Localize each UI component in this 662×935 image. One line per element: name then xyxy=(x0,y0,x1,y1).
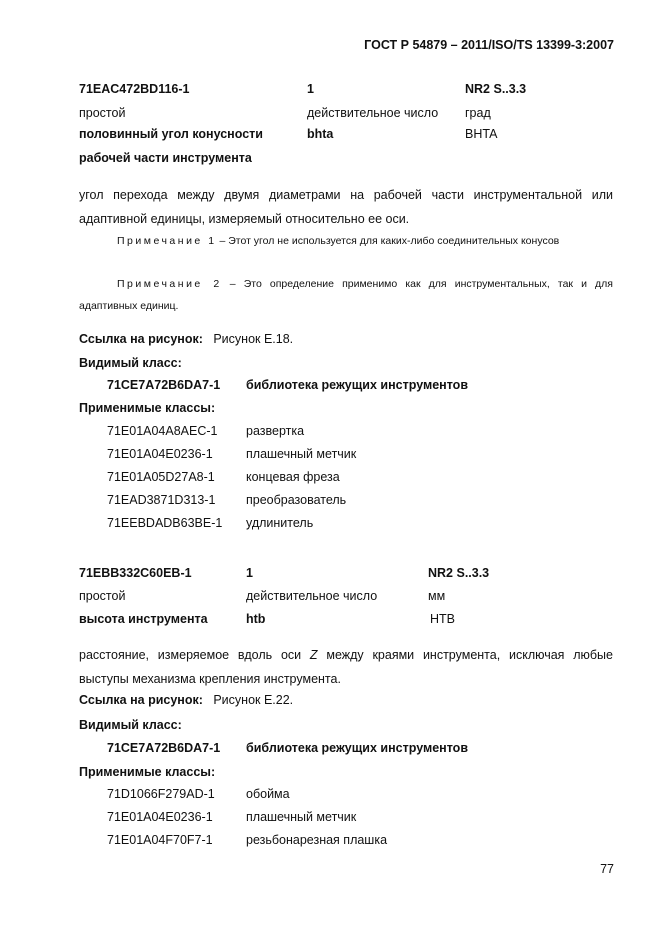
entry1-datatype: действительное число xyxy=(307,106,439,120)
entry1-visible-class-code: 71CE7A72B6DA7-1 xyxy=(107,378,221,392)
entry2-visible-class-name: библиотека режущих инструментов xyxy=(246,741,469,755)
entry2-class-code: 71E01A04F70F7-1 xyxy=(107,833,213,847)
entry1-class-name: концевая фреза xyxy=(246,470,340,484)
entry2-symbol: htb xyxy=(246,612,266,626)
entry1-type: простой xyxy=(79,106,126,120)
entry1-name-line1: половинный угол конусности xyxy=(79,127,263,141)
entry2-name: высота инструмента xyxy=(79,612,208,626)
entry2-unit: мм xyxy=(428,589,446,603)
entry1-visible-class-label: Видимый класс: xyxy=(79,356,182,370)
entry2-figure-label: Ссылка на рисунок: xyxy=(79,693,203,707)
entry2-code: 71EBB332C60EB-1 xyxy=(79,566,192,580)
entry1-code: 71EAC472BD116-1 xyxy=(79,82,190,96)
entry1-class-name: плашечный метчик xyxy=(246,447,357,461)
entry2-class-name: плашечный метчик xyxy=(246,810,357,824)
document-header: ГОСТ Р 54879 – 2011/ISO/TS 13399-3:2007 xyxy=(364,38,614,52)
entry2-applicable-label: Применимые классы: xyxy=(79,765,216,779)
entry2-def-before: расстояние, измеряемое вдоль оси xyxy=(79,648,310,662)
entry1-definition: угол перехода между двумя диаметрами на рабочей части инструментальной или адаптивной единицы, измеряемый относительно ее оси. xyxy=(79,188,613,226)
entry2-definition xyxy=(79,643,613,691)
entry1-symbol: bhta xyxy=(307,127,334,141)
entry1-unit: град xyxy=(465,106,491,120)
entry2-type: простой xyxy=(79,589,126,603)
entry1-note2-label: Примечание 2 xyxy=(117,278,222,290)
entry1-note2 xyxy=(79,273,613,317)
entry2-figure-value: Рисунок Е.22. xyxy=(213,693,294,707)
entry2-ref: NR2 S..3.3 xyxy=(428,566,490,580)
entry1-note1-label: Примечание 1 xyxy=(117,235,217,247)
entry2-figure-ref xyxy=(79,693,293,707)
entry2-class-name: резьбонарезная плашка xyxy=(246,833,388,847)
entry1-symbol-upper: BHTA xyxy=(465,127,498,141)
entry2-visible-class-label: Видимый класс: xyxy=(79,718,182,732)
entry1-figure-label: Ссылка на рисунок: xyxy=(79,332,203,346)
entry2-version: 1 xyxy=(246,566,253,580)
entry1-name-line2: рабочей части инструмента xyxy=(79,151,252,165)
entry1-figure-value: Рисунок Е.18. xyxy=(213,332,294,346)
entry2-visible-class-code: 71CE7A72B6DA7-1 xyxy=(107,741,221,755)
entry1-note2-text: – Это определение применимо как для инструментальных, так и для адаптивных единиц. xyxy=(79,278,613,312)
entry2-class-code: 71D1066F279AD-1 xyxy=(107,787,215,801)
entry2-def-after: между краями инструмента, исключая любые выступы механизма крепления инструмента. xyxy=(79,648,613,686)
entry2-class-code: 71E01A04E0236-1 xyxy=(107,810,213,824)
entry2-symbol-upper: HTB xyxy=(430,612,455,626)
entry1-visible-class-name: библиотека режущих инструментов xyxy=(246,378,469,392)
entry2-datatype: действительное число xyxy=(246,589,378,603)
entry1-class-name: развертка xyxy=(246,424,305,438)
entry1-class-code: 71E01A04A8AEC-1 xyxy=(107,424,218,438)
entry2-def-axis: Z xyxy=(309,648,318,662)
entry1-class-name: удлинитель xyxy=(246,516,314,530)
entry1-applicable-label: Применимые классы: xyxy=(79,401,216,415)
entry1-note1-text: – Этот угол не используется для каких-либо соединительных конусов xyxy=(216,235,560,247)
entry1-ref: NR2 S..3.3 xyxy=(465,82,527,96)
entry1-note1 xyxy=(79,230,613,252)
entry1-class-code: 71E01A05D27A8-1 xyxy=(107,470,215,484)
entry1-class-name: преобразователь xyxy=(246,493,347,507)
entry1-version: 1 xyxy=(307,82,314,96)
entry1-class-code: 71EEBDADB63BE-1 xyxy=(107,516,223,530)
page-number: 77 xyxy=(600,862,614,876)
entry1-class-code: 71E01A04E0236-1 xyxy=(107,447,213,461)
entry2-class-name: обойма xyxy=(246,787,290,801)
entry1-figure-ref xyxy=(79,332,293,346)
entry1-class-code: 71EAD3871D313-1 xyxy=(107,493,216,507)
